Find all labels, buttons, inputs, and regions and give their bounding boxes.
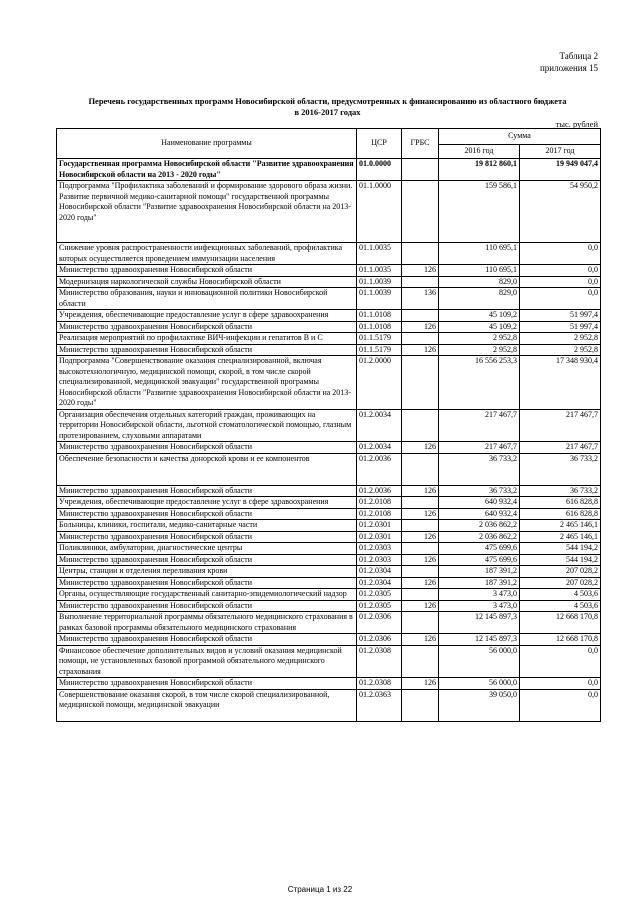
table-row bbox=[57, 243, 601, 265]
cell-name: Министерство здравоохранения Новосибирской области bbox=[57, 577, 357, 589]
cell-y2017: 0,0 bbox=[520, 243, 601, 265]
cell-grbs bbox=[402, 356, 439, 410]
cell-y2016: 45 109,2 bbox=[439, 321, 520, 333]
cell-csr: 01.2.0036 bbox=[357, 453, 402, 485]
cell-y2016: 12 145 897,3 bbox=[439, 634, 520, 646]
cell-csr: 01.1.0035 bbox=[357, 265, 402, 277]
table-row bbox=[57, 554, 601, 566]
cell-csr: 01.1.0039 bbox=[357, 288, 402, 310]
cell-grbs bbox=[402, 645, 439, 678]
cell-y2016: 56 000,0 bbox=[439, 645, 520, 678]
cell-grbs bbox=[402, 689, 439, 721]
cell-csr: 01.1.5179 bbox=[357, 333, 402, 345]
cell-grbs: 126 bbox=[402, 485, 439, 497]
table-row bbox=[57, 577, 601, 589]
cell-grbs bbox=[402, 310, 439, 322]
cell-y2017: 12 668 170,8 bbox=[520, 634, 601, 646]
cell-name: Реализация мероприятий по профилактике ВИЧ-инфекции и гепатитов В и С bbox=[57, 333, 357, 345]
table-row bbox=[57, 566, 601, 578]
cell-csr: 01.2.0034 bbox=[357, 442, 402, 454]
cell-y2016: 217 467,7 bbox=[439, 442, 520, 454]
cell-y2017: 0,0 bbox=[520, 288, 601, 310]
cell-y2017: 4 503,6 bbox=[520, 589, 601, 601]
cell-csr: 01.1.0035 bbox=[357, 243, 402, 265]
page-footer: Страница 1 из 22 bbox=[287, 885, 353, 894]
cell-y2016: 3 473,0 bbox=[439, 600, 520, 612]
table-row bbox=[57, 634, 601, 646]
table-row bbox=[57, 310, 601, 322]
cell-name: Министерство здравоохранения Новосибирской области bbox=[57, 321, 357, 333]
table-row bbox=[57, 276, 601, 288]
cell-csr: 01.2.0303 bbox=[357, 554, 402, 566]
cell-name: Модернизация наркологической службы Новосибирской области bbox=[57, 276, 357, 288]
table-row bbox=[57, 589, 601, 601]
cell-name: Поликлиники, амбулатории, диагностические центры bbox=[57, 543, 357, 555]
cell-csr: 01.2.0306 bbox=[357, 612, 402, 634]
cell-y2016: 16 556 253,3 bbox=[439, 356, 520, 410]
cell-csr: 01.1.0039 bbox=[357, 276, 402, 288]
cell-y2016: 36 733,2 bbox=[439, 453, 520, 485]
cell-grbs: 126 bbox=[402, 634, 439, 646]
cell-y2017: 0,0 bbox=[520, 276, 601, 288]
header-2016: 2016 год bbox=[439, 145, 520, 159]
cell-y2017: 0,0 bbox=[520, 645, 601, 678]
cell-name: Учреждения, обеспечивающие предоставление услуг в сфере здравоохранения bbox=[57, 310, 357, 322]
cell-y2016: 3 473,0 bbox=[439, 589, 520, 601]
cell-name: Министерство здравоохранения Новосибирской области bbox=[57, 508, 357, 520]
cell-grbs: 126 bbox=[402, 344, 439, 356]
cell-y2016: 12 145 897,3 bbox=[439, 612, 520, 634]
cell-name: Центры, станции и отделения переливания крови bbox=[57, 566, 357, 578]
cell-name: Министерство здравоохранения Новосибирской области bbox=[57, 344, 357, 356]
cell-grbs: 126 bbox=[402, 531, 439, 543]
table-row bbox=[57, 497, 601, 509]
cell-csr: 01.2.0305 bbox=[357, 589, 402, 601]
cell-csr: 01.2.0036 bbox=[357, 485, 402, 497]
table-row bbox=[57, 159, 601, 181]
cell-csr: 01.1.0108 bbox=[357, 310, 402, 322]
cell-y2017: 217 467,7 bbox=[520, 442, 601, 454]
cell-csr: 01.2.0301 bbox=[357, 520, 402, 532]
cell-grbs: 126 bbox=[402, 442, 439, 454]
cell-name: Снижение уровня распространенности инфекционных заболеваний, профилактика которых осуществляется проведением иммунизации населения bbox=[57, 243, 357, 265]
cell-y2017: 207 028,2 bbox=[520, 566, 601, 578]
cell-name: Учреждения, обеспечивающие предоставление услуг в сфере здравоохранения bbox=[57, 497, 357, 509]
cell-name: Обеспечение безопасности и качества донорской крови и ее компонентов bbox=[57, 453, 357, 485]
cell-csr: 01.2.0308 bbox=[357, 678, 402, 690]
header-grbs: ГРБС bbox=[402, 129, 439, 159]
cell-y2017: 12 668 170,8 bbox=[520, 612, 601, 634]
table-row bbox=[57, 344, 601, 356]
cell-y2017: 2 465 146,1 bbox=[520, 531, 601, 543]
cell-y2017: 0,0 bbox=[520, 678, 601, 690]
cell-y2017: 217 467,7 bbox=[520, 409, 601, 442]
document-title-line1: Перечень государственных программ Новосибирской области, предусмотренных к финансированию из областного бюджета bbox=[88, 96, 567, 106]
cell-y2017: 207 028,2 bbox=[520, 577, 601, 589]
header-csr: ЦСР bbox=[357, 129, 402, 159]
cell-csr: 01.2.0306 bbox=[357, 634, 402, 646]
cell-y2016: 2 036 862,2 bbox=[439, 520, 520, 532]
cell-y2016: 475 699,6 bbox=[439, 543, 520, 555]
cell-csr: 01.2.0305 bbox=[357, 600, 402, 612]
table-row bbox=[57, 265, 601, 277]
cell-y2017: 54 950,2 bbox=[520, 181, 601, 243]
cell-grbs bbox=[402, 497, 439, 509]
cell-grbs bbox=[402, 453, 439, 485]
table-row bbox=[57, 288, 601, 310]
cell-name: Органы, осуществляющие государственный санитарно-эпидемиологический надзор bbox=[57, 589, 357, 601]
cell-csr: 01.1.5179 bbox=[357, 344, 402, 356]
cell-y2016: 2 952,8 bbox=[439, 344, 520, 356]
cell-y2016: 217 467,7 bbox=[439, 409, 520, 442]
table-row bbox=[57, 531, 601, 543]
cell-grbs: 126 bbox=[402, 554, 439, 566]
cell-y2016: 39 050,0 bbox=[439, 689, 520, 721]
cell-csr: 01.2.0363 bbox=[357, 689, 402, 721]
cell-csr: 01.2.0301 bbox=[357, 531, 402, 543]
cell-y2016: 187 391,2 bbox=[439, 566, 520, 578]
cell-name: Министерство здравоохранения Новосибирской области bbox=[57, 554, 357, 566]
table-row bbox=[57, 356, 601, 410]
cell-name: Выполнение территориальной программы обязательного медицинского страхования в рамках базовой программы обязательного медицинского страхования bbox=[57, 612, 357, 634]
cell-y2016: 475 699,6 bbox=[439, 554, 520, 566]
cell-grbs bbox=[402, 159, 439, 181]
cell-grbs bbox=[402, 612, 439, 634]
cell-y2017: 616 828,8 bbox=[520, 508, 601, 520]
cell-y2017: 19 949 047,4 bbox=[520, 159, 601, 181]
cell-grbs bbox=[402, 543, 439, 555]
cell-y2017: 36 733,2 bbox=[520, 485, 601, 497]
table-row bbox=[57, 689, 601, 721]
cell-grbs: 126 bbox=[402, 508, 439, 520]
cell-name: Министерство здравоохранения Новосибирской области bbox=[57, 485, 357, 497]
table-row bbox=[57, 543, 601, 555]
programs-table bbox=[56, 128, 601, 722]
cell-y2017: 616 828,8 bbox=[520, 497, 601, 509]
cell-y2016: 2 036 862,2 bbox=[439, 531, 520, 543]
cell-name: Финансовое обеспечение дополнительных видов и условий оказания медицинской помощи, не установленных базовой программой обязательного медицинского страхования bbox=[57, 645, 357, 678]
table-row bbox=[57, 600, 601, 612]
cell-y2017: 4 503,6 bbox=[520, 600, 601, 612]
units-label: тыс. рублей bbox=[555, 119, 598, 129]
cell-grbs bbox=[402, 243, 439, 265]
cell-csr: 01.2.0303 bbox=[357, 543, 402, 555]
cell-csr: 01.2.0108 bbox=[357, 508, 402, 520]
table-row bbox=[57, 409, 601, 442]
cell-y2016: 56 000,0 bbox=[439, 678, 520, 690]
cell-name: Министерство здравоохранения Новосибирской области bbox=[57, 634, 357, 646]
table-row bbox=[57, 612, 601, 634]
table-row bbox=[57, 520, 601, 532]
cell-y2016: 159 586,1 bbox=[439, 181, 520, 243]
table-row bbox=[57, 508, 601, 520]
cell-y2017: 0,0 bbox=[520, 265, 601, 277]
cell-grbs bbox=[402, 566, 439, 578]
cell-name: Министерство здравоохранения Новосибирской области bbox=[57, 600, 357, 612]
cell-name: Министерство здравоохранения Новосибирской области bbox=[57, 678, 357, 690]
header-2017: 2017 год bbox=[520, 145, 601, 159]
cell-csr: 01.2.0034 bbox=[357, 409, 402, 442]
cell-y2016: 187 391,2 bbox=[439, 577, 520, 589]
cell-y2016: 640 932,4 bbox=[439, 508, 520, 520]
cell-csr: 01.2.0304 bbox=[357, 566, 402, 578]
cell-csr: 01.2.0308 bbox=[357, 645, 402, 678]
cell-csr: 01.1.0000 bbox=[357, 181, 402, 243]
cell-y2016: 19 812 860,1 bbox=[439, 159, 520, 181]
cell-y2017: 51 997,4 bbox=[520, 310, 601, 322]
cell-csr: 01.2.0108 bbox=[357, 497, 402, 509]
header-sum: Сумма bbox=[439, 129, 601, 145]
cell-grbs bbox=[402, 181, 439, 243]
cell-name: Больницы, клиники, госпитали, медико-санитарные части bbox=[57, 520, 357, 532]
cell-grbs: 126 bbox=[402, 321, 439, 333]
cell-grbs: 126 bbox=[402, 265, 439, 277]
cell-y2016: 640 932,4 bbox=[439, 497, 520, 509]
cell-name: Министерство образования, науки и инновационной политики Новосибирской области bbox=[57, 288, 357, 310]
document-title-line2: в 2016-2017 годах bbox=[294, 107, 361, 117]
table-row bbox=[57, 181, 601, 243]
cell-y2016: 45 109,2 bbox=[439, 310, 520, 322]
cell-grbs: 136 bbox=[402, 288, 439, 310]
table-row bbox=[57, 453, 601, 485]
cell-grbs: 126 bbox=[402, 678, 439, 690]
cell-y2016: 110 695,1 bbox=[439, 265, 520, 277]
table-row bbox=[57, 321, 601, 333]
cell-y2017: 544 194,2 bbox=[520, 554, 601, 566]
cell-y2017: 544 194,2 bbox=[520, 543, 601, 555]
cell-y2016: 36 733,2 bbox=[439, 485, 520, 497]
cell-name: Организация обеспечения отдельных категорий граждан, проживающих на территории Новосибирской области, льготной стоматологической помощью, глазным протезированием, слуховыми аппаратами bbox=[57, 409, 357, 442]
cell-grbs bbox=[402, 333, 439, 345]
table-row bbox=[57, 678, 601, 690]
cell-y2017: 0,0 bbox=[520, 689, 601, 721]
table-row bbox=[57, 645, 601, 678]
cell-y2016: 829,0 bbox=[439, 288, 520, 310]
cell-csr: 01.2.0304 bbox=[357, 577, 402, 589]
cell-y2016: 829,0 bbox=[439, 276, 520, 288]
cell-name: Министерство здравоохранения Новосибирской области bbox=[57, 442, 357, 454]
cell-csr: 01.0.0000 bbox=[357, 159, 402, 181]
cell-name: Государственная программа Новосибирской области "Развитие здравоохранения Новосибирской области на 2013 - 2020 годы" bbox=[57, 159, 357, 181]
cell-y2016: 110 695,1 bbox=[439, 243, 520, 265]
cell-name: Совершенствование оказания скорой, в том числе скорой специализированной, медицинской помощи, медицинской эвакуации bbox=[57, 689, 357, 721]
table-row bbox=[57, 442, 601, 454]
cell-y2017: 2 465 146,1 bbox=[520, 520, 601, 532]
cell-grbs bbox=[402, 589, 439, 601]
cell-name: Министерство здравоохранения Новосибирской области bbox=[57, 531, 357, 543]
cell-grbs: 126 bbox=[402, 577, 439, 589]
table-row bbox=[57, 485, 601, 497]
cell-grbs bbox=[402, 276, 439, 288]
table-row bbox=[57, 333, 601, 345]
cell-csr: 01.1.0108 bbox=[357, 321, 402, 333]
cell-y2017: 2 952,8 bbox=[520, 344, 601, 356]
cell-y2017: 17 348 930,4 bbox=[520, 356, 601, 410]
cell-y2017: 36 733,2 bbox=[520, 453, 601, 485]
cell-name: Подпрограмма "Профилактика заболеваний и формирование здорового образа жизни. Развитие первичной медико-санитарной помощи" государственной программы Новосибирской области "Развитие здравоохранения Новосибирской области на 2013-2020 годы" bbox=[57, 181, 357, 243]
cell-y2017: 51 997,4 bbox=[520, 321, 601, 333]
document-title bbox=[55, 96, 600, 118]
cell-grbs: 126 bbox=[402, 600, 439, 612]
table-number-label: Таблица 2 bbox=[559, 51, 598, 61]
cell-grbs bbox=[402, 520, 439, 532]
cell-csr: 01.2.0000 bbox=[357, 356, 402, 410]
cell-name: Подпрограмма "Совершенствование оказания специализированной, включая высокотехнологичную, медицинской помощи, скорой, в том числе скорой специализированной, медицинской эвакуации" государственной программы Новосибирской области "Развитие здравоохранения Новосибирской области на 2013-2020 годы" bbox=[57, 356, 357, 410]
header-name: Наименование программы bbox=[57, 129, 357, 159]
cell-name: Министерство здравоохранения Новосибирской области bbox=[57, 265, 357, 277]
cell-y2016: 2 952,8 bbox=[439, 333, 520, 345]
cell-y2017: 2 952,8 bbox=[520, 333, 601, 345]
cell-grbs bbox=[402, 409, 439, 442]
appendix-label: приложения 15 bbox=[539, 63, 598, 73]
